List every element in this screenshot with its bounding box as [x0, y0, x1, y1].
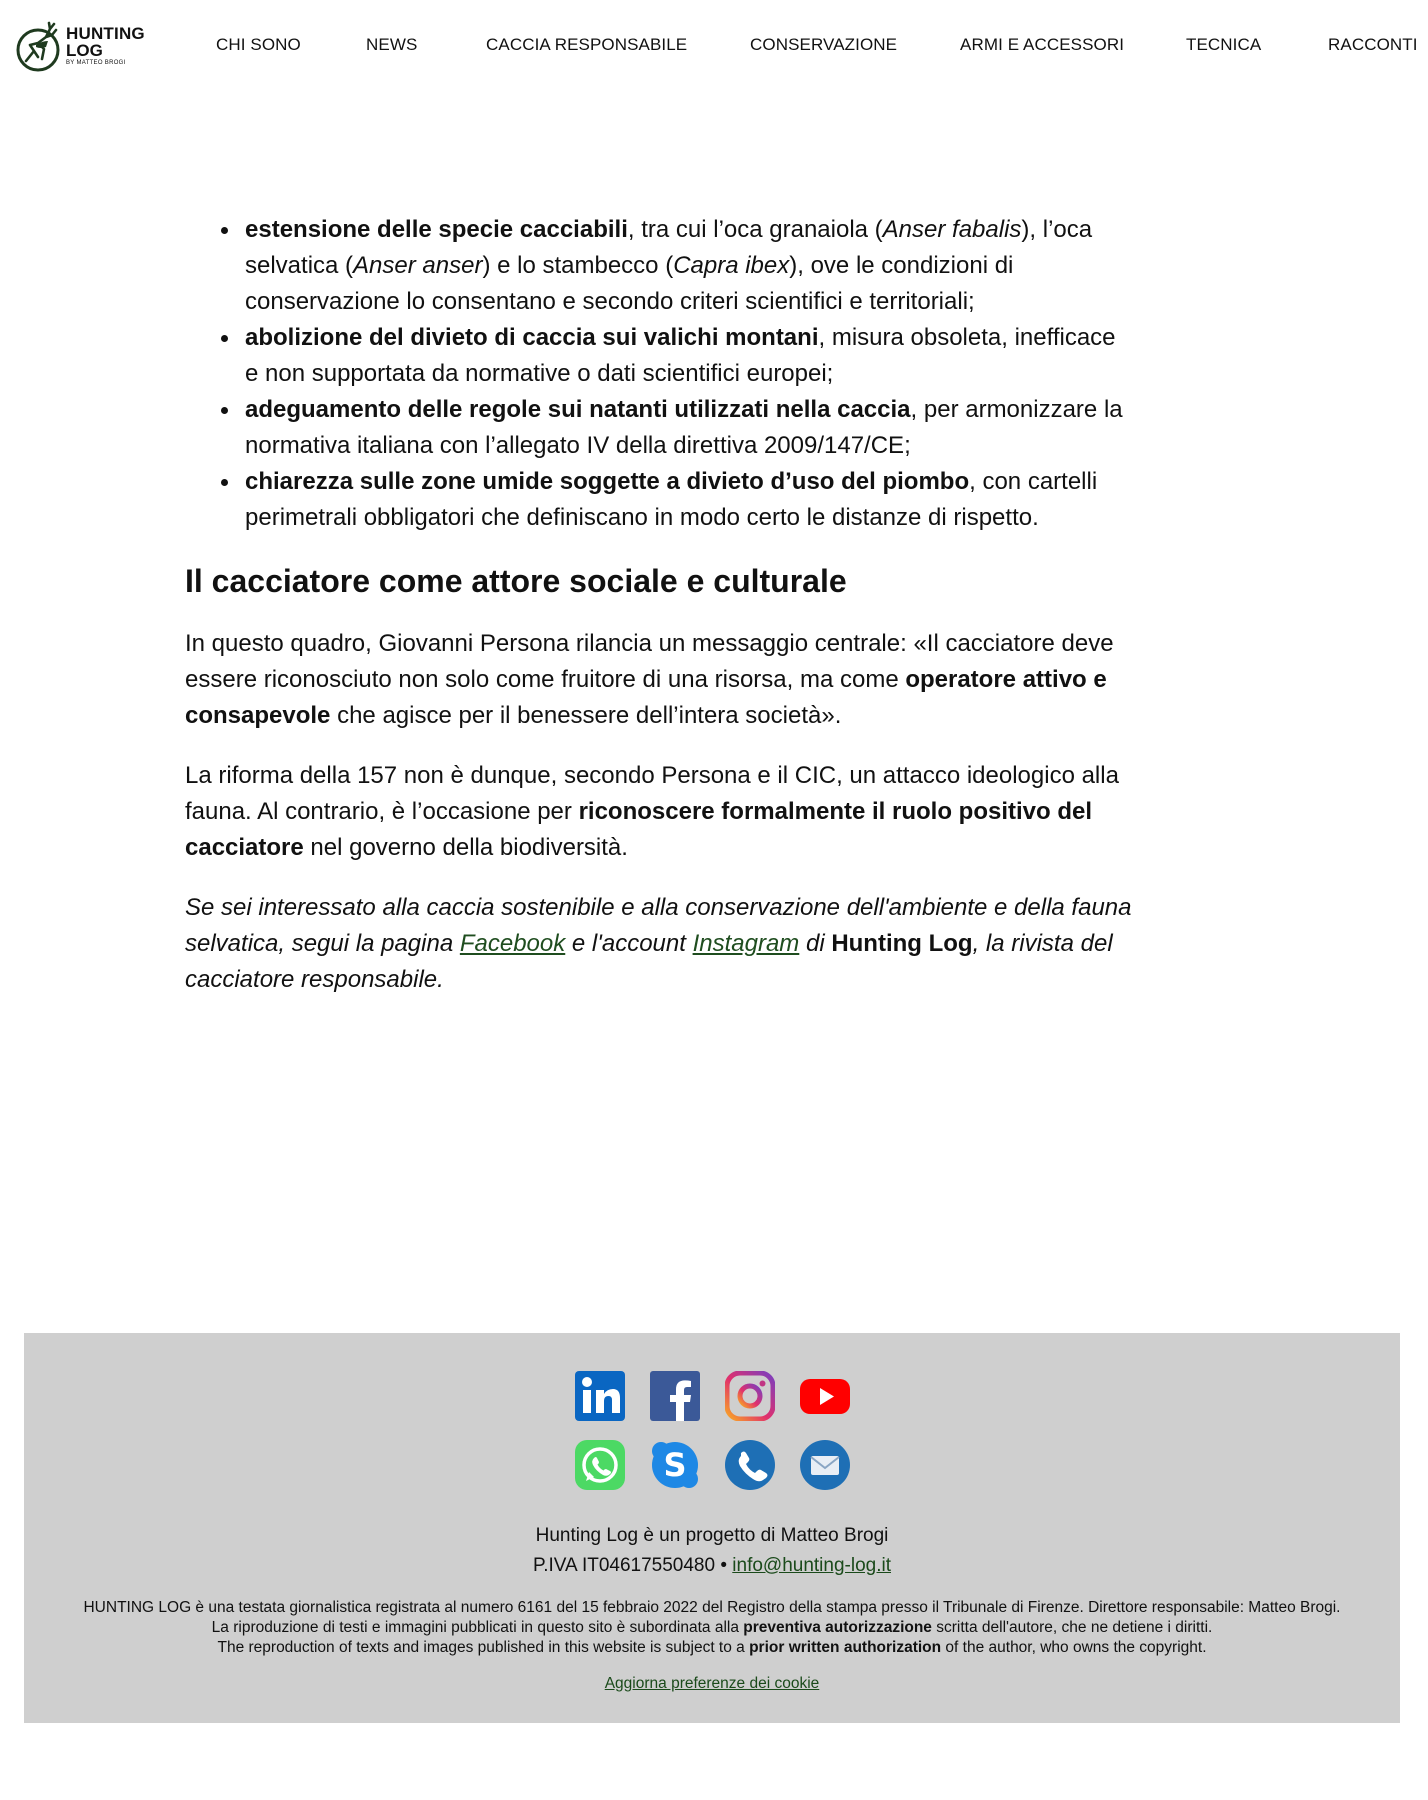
nav-item-caccia-responsabile[interactable]: CACCIA RESPONSABILE	[486, 35, 688, 54]
paragraph-reform	[185, 758, 1135, 866]
promo-paragraph	[185, 890, 1135, 998]
nav-item-armi-e-accessori[interactable]: ARMI E ACCESSORI	[960, 35, 1125, 54]
facebook-link[interactable]: Facebook	[459, 930, 566, 957]
youtube-icon[interactable]	[800, 1371, 850, 1421]
bullet-text: ), l’oca selvatica (	[245, 216, 1093, 279]
paragraph-bold: riconoscere formalmente il ruolo positivo del cacciatore	[185, 798, 1093, 861]
bullet-italic: Capra ibex	[673, 252, 790, 279]
site-header	[0, 0, 1428, 92]
promo-text: di	[799, 930, 832, 957]
list-item	[221, 320, 1135, 392]
promo-text: Se sei interessato alla caccia sostenibile e alla conservazione dell'ambiente e della fauna selvatica, segui la pagina	[185, 894, 1132, 957]
bullet-italic: Anser fabalis	[882, 216, 1022, 243]
promo-brand: Hunting Log	[831, 930, 973, 957]
paragraph-text: In questo quadro, Giovanni Persona rilancia un messaggio centrale: «Il cacciatore deve essere riconosciuto non solo come fruitore di una risorsa, ma come	[185, 630, 1114, 693]
bullet-bold: adeguamento delle regole sui natanti utilizzati nella caccia	[245, 396, 911, 423]
bullet-text: ), ove le condizioni di conservazione lo consentano e secondo criteri scientifici e territoriali;	[245, 252, 1014, 315]
promo-text: e l'account	[565, 930, 693, 957]
legal-text: of the author, who owns the copyright.	[941, 1639, 1207, 1656]
paragraph-quote	[185, 626, 1135, 734]
bullet-bold: estensione delle specie cacciabili	[245, 216, 628, 243]
instagram-link[interactable]: Instagram	[692, 930, 800, 957]
legal-bold: preventiva autorizzazione	[743, 1619, 932, 1636]
instagram-icon[interactable]	[725, 1371, 775, 1421]
bullet-text: , per armonizzare la normativa italiana con l’allegato IV della direttiva 2009/147/CE;	[245, 396, 1123, 459]
email-icon[interactable]	[800, 1440, 850, 1490]
contact-icons-row	[24, 1440, 1400, 1490]
article-body	[185, 212, 1135, 1022]
project-line: Hunting Log è un progetto di Matteo Brogi	[535, 1525, 889, 1546]
facebook-icon[interactable]	[650, 1371, 700, 1421]
nav-item-chi-sono[interactable]: CHI SONO	[216, 35, 301, 54]
legal-line-3	[24, 1638, 1400, 1658]
legal-bold: prior written authorization	[749, 1639, 942, 1656]
logo-text-line2: LOG	[66, 40, 103, 60]
nav-item-racconti[interactable]: RACCONTI	[1328, 35, 1418, 54]
bullet-bold: chiarezza sulle zone umide soggette a divieto d’uso del piombo	[245, 468, 970, 495]
legal-text: The reproduction of texts and images published in this website is subject to a	[217, 1639, 750, 1656]
email-link[interactable]: info@hunting-log.it	[732, 1555, 891, 1576]
bullet-bold: abolizione del divieto di caccia sui valichi montani	[245, 324, 819, 351]
legal-text: La riproduzione di testi e immagini pubblicati in questo sito è subordinata alla	[211, 1619, 744, 1636]
paragraph-text: nel governo della biodiversità.	[303, 834, 628, 861]
list-item	[221, 212, 1135, 320]
linkedin-icon[interactable]	[575, 1371, 625, 1421]
paragraph-text: La riforma della 157 non è dunque, secondo Persona e il CIC, un attacco ideologico alla fauna. Al contrario, è l’occasione per	[185, 762, 1119, 825]
skype-icon[interactable]	[650, 1440, 700, 1490]
cookie-preferences-link[interactable]: Aggiorna preferenze dei cookie	[604, 1675, 820, 1692]
paragraph-bold: operatore attivo e consapevole	[185, 666, 1107, 729]
promo-text: , la rivista del cacciatore responsabile.	[185, 930, 1113, 993]
nav-item-news[interactable]: NEWS	[366, 35, 418, 54]
logo-text-line3: BY MATTEO BROGI	[66, 59, 126, 66]
bullet-text: ) e lo stambecco (	[482, 252, 674, 279]
vat-line	[24, 1555, 1400, 1577]
list-item	[221, 464, 1135, 536]
bullet-italic: Anser anser	[353, 252, 483, 279]
logo-text-line1: HUNTING	[66, 23, 145, 43]
legal-line-1: HUNTING LOG è una testata giornalistica registrata al numero 6161 del 15 febbraio 2022 del Registro della stampa presso il Tribunale di Firenze. Direttore responsabile: Matteo Brogi.	[83, 1599, 1341, 1616]
nav-item-conservazione[interactable]: CONSERVAZIONE	[750, 35, 898, 54]
legal-text: scritta dell'autore, che ne detiene i diritti.	[931, 1619, 1213, 1636]
paragraph-text: che agisce per il benessere dell’intera società».	[330, 702, 842, 729]
bullet-text: , misura obsoleta, inefficace e non supportata da normative o dati scientifici europei;	[245, 324, 1116, 387]
bullet-text: , con cartelli perimetrali obbligatori che definiscano in modo certo le distanze di rispetto.	[245, 468, 1098, 531]
vat-number: P.IVA IT04617550480 •	[533, 1555, 727, 1576]
social-icons-row	[24, 1371, 1400, 1421]
bullet-text: , tra cui l’oca granaiola (	[627, 216, 883, 243]
legal-line-2	[24, 1618, 1400, 1638]
svg-text:S: S	[662, 1446, 687, 1484]
section-heading: Il cacciatore come attore sociale e culturale	[185, 563, 847, 599]
list-item	[221, 392, 1135, 464]
phone-icon[interactable]	[725, 1440, 775, 1490]
main-nav	[0, 35, 1428, 60]
whatsapp-icon[interactable]	[575, 1440, 625, 1490]
cookie-line	[24, 1674, 1400, 1694]
bullet-list	[221, 212, 1135, 536]
nav-item-tecnica[interactable]: TECNICA	[1186, 35, 1262, 54]
site-footer	[24, 1333, 1400, 1723]
